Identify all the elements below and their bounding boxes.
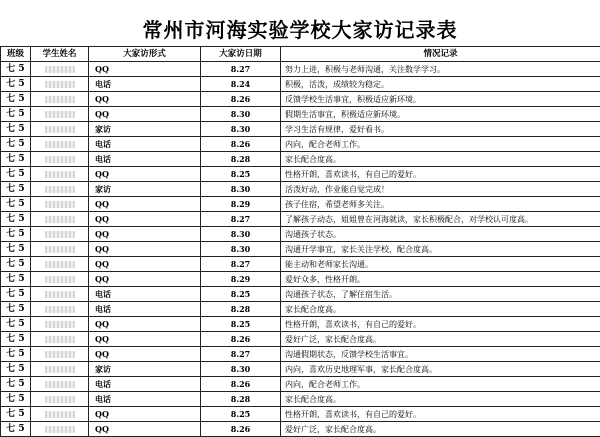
visit-date-cell: 8.24 (201, 77, 281, 92)
student-name-cell-redacted (31, 377, 89, 392)
visit-form-cell: 电话 (89, 77, 201, 92)
table-row (1, 92, 600, 107)
table-row (1, 317, 600, 332)
visit-form-cell: 电话 (89, 392, 201, 407)
table-row (1, 407, 600, 422)
class-cell: 七 5 (1, 422, 31, 437)
notes-cell: 努力上进，积极与老师沟通，关注数学学习。 (281, 62, 600, 77)
table-row (1, 422, 600, 437)
class-cell: 七 5 (1, 257, 31, 272)
notes-cell: 学习生活有规律，爱好看书。 (281, 122, 600, 137)
notes-cell: 爱好广泛，家长配合度高。 (281, 422, 600, 437)
redacted-name-mark (45, 411, 75, 418)
visit-date-cell: 8.30 (201, 182, 281, 197)
table-row (1, 362, 600, 377)
notes-cell: 性格开朗，喜欢读书，有自己的爱好。 (281, 167, 600, 182)
class-cell: 七 5 (1, 62, 31, 77)
notes-cell: 活泼好动，作业能自觉完成！ (281, 182, 600, 197)
notes-cell: 内向，喜欢历史地理军事，家长配合度高。 (281, 362, 600, 377)
class-cell: 七 5 (1, 77, 31, 92)
visit-form-cell: 电话 (89, 302, 201, 317)
header-class: 班级 (1, 47, 31, 62)
visit-date-cell: 8.26 (201, 137, 281, 152)
redacted-name-mark (45, 171, 75, 178)
visit-form-cell: QQ (89, 212, 201, 227)
table-row (1, 287, 600, 302)
class-cell: 七 5 (1, 197, 31, 212)
class-cell: 七 5 (1, 392, 31, 407)
table-row (1, 197, 600, 212)
table-row (1, 377, 600, 392)
class-cell: 七 5 (1, 332, 31, 347)
student-name-cell-redacted (31, 62, 89, 77)
visit-date-cell: 8.25 (201, 167, 281, 182)
class-cell: 七 5 (1, 182, 31, 197)
redacted-name-mark (45, 321, 75, 328)
notes-cell: 爱好众多，性格开朗。 (281, 272, 600, 287)
table-row (1, 272, 600, 287)
visit-date-cell: 8.25 (201, 317, 281, 332)
redacted-name-mark (45, 111, 75, 118)
table-row (1, 77, 600, 92)
student-name-cell-redacted (31, 107, 89, 122)
visit-form-cell: 家访 (89, 362, 201, 377)
visit-form-cell: 电话 (89, 152, 201, 167)
student-name-cell-redacted (31, 362, 89, 377)
student-name-cell-redacted (31, 227, 89, 242)
visit-date-cell: 8.30 (201, 227, 281, 242)
notes-cell: 内向，配合老师工作。 (281, 137, 600, 152)
visit-date-cell: 8.27 (201, 347, 281, 362)
redacted-name-mark (45, 216, 75, 223)
notes-cell: 爱好广泛，家长配合度高。 (281, 332, 600, 347)
visit-form-cell: 电话 (89, 287, 201, 302)
notes-cell: 性格开朗，喜欢读书，有自己的爱好。 (281, 317, 600, 332)
student-name-cell-redacted (31, 422, 89, 437)
visit-date-cell: 8.29 (201, 197, 281, 212)
student-name-cell-redacted (31, 122, 89, 137)
visit-date-cell: 8.26 (201, 92, 281, 107)
student-name-cell-redacted (31, 257, 89, 272)
visit-form-cell: QQ (89, 227, 201, 242)
class-cell: 七 5 (1, 242, 31, 257)
student-name-cell-redacted (31, 197, 89, 212)
visit-form-cell: QQ (89, 92, 201, 107)
table-row (1, 347, 600, 362)
student-name-cell-redacted (31, 242, 89, 257)
visit-date-cell: 8.29 (201, 272, 281, 287)
visit-date-cell: 8.26 (201, 377, 281, 392)
visit-form-cell: QQ (89, 272, 201, 287)
student-name-cell-redacted (31, 317, 89, 332)
record-table (0, 46, 600, 437)
header-visit-date: 大家访日期 (201, 47, 281, 62)
notes-cell: 内向，配合老师工作。 (281, 377, 600, 392)
visit-form-cell: QQ (89, 332, 201, 347)
table-row (1, 137, 600, 152)
redacted-name-mark (45, 276, 75, 283)
student-name-cell-redacted (31, 212, 89, 227)
notes-cell: 积极，活泼，成绩较为稳定。 (281, 77, 600, 92)
student-name-cell-redacted (31, 287, 89, 302)
class-cell: 七 5 (1, 347, 31, 362)
table-header-row (1, 47, 600, 62)
visit-form-cell: QQ (89, 317, 201, 332)
table-row (1, 182, 600, 197)
visit-form-cell: 家访 (89, 122, 201, 137)
table-row (1, 62, 600, 77)
student-name-cell-redacted (31, 137, 89, 152)
header-notes: 情况记录 (281, 47, 600, 62)
redacted-name-mark (45, 306, 75, 313)
class-cell: 七 5 (1, 317, 31, 332)
student-name-cell-redacted (31, 392, 89, 407)
redacted-name-mark (45, 261, 75, 268)
class-cell: 七 5 (1, 407, 31, 422)
visit-form-cell: QQ (89, 167, 201, 182)
visit-form-cell: QQ (89, 197, 201, 212)
visit-form-cell: QQ (89, 107, 201, 122)
notes-cell: 沟通孩子状态，了解住宿生活。 (281, 287, 600, 302)
redacted-name-mark (45, 246, 75, 253)
student-name-cell-redacted (31, 347, 89, 362)
visit-date-cell: 8.25 (201, 407, 281, 422)
visit-form-cell: 电话 (89, 137, 201, 152)
redacted-name-mark (45, 396, 75, 403)
redacted-name-mark (45, 426, 75, 433)
class-cell: 七 5 (1, 302, 31, 317)
table-row (1, 227, 600, 242)
table-row (1, 212, 600, 227)
notes-cell: 家长配合度高。 (281, 302, 600, 317)
notes-cell: 反馈学校生活事宜，积极适应新环境。 (281, 92, 600, 107)
notes-cell: 沟通孩子状态。 (281, 227, 600, 242)
visit-form-cell: QQ (89, 242, 201, 257)
redacted-name-mark (45, 381, 75, 388)
table-body (1, 62, 600, 437)
table-row (1, 167, 600, 182)
class-cell: 七 5 (1, 152, 31, 167)
visit-date-cell: 8.28 (201, 152, 281, 167)
visit-date-cell: 8.27 (201, 212, 281, 227)
visit-date-cell: 8.25 (201, 287, 281, 302)
student-name-cell-redacted (31, 92, 89, 107)
redacted-name-mark (45, 201, 75, 208)
class-cell: 七 5 (1, 107, 31, 122)
class-cell: 七 5 (1, 227, 31, 242)
header-student-name: 学生姓名 (31, 47, 89, 62)
visit-form-cell: QQ (89, 257, 201, 272)
student-name-cell-redacted (31, 302, 89, 317)
visit-form-cell: QQ (89, 422, 201, 437)
table-row (1, 302, 600, 317)
visit-date-cell: 8.30 (201, 122, 281, 137)
class-cell: 七 5 (1, 212, 31, 227)
redacted-name-mark (45, 126, 75, 133)
student-name-cell-redacted (31, 182, 89, 197)
student-name-cell-redacted (31, 272, 89, 287)
redacted-name-mark (45, 141, 75, 148)
table-row (1, 257, 600, 272)
redacted-name-mark (45, 336, 75, 343)
notes-cell: 孩子住宿，希望老师多关注。 (281, 197, 600, 212)
class-cell: 七 5 (1, 362, 31, 377)
header-visit-form: 大家访形式 (89, 47, 201, 62)
redacted-name-mark (45, 186, 75, 193)
visit-date-cell: 8.28 (201, 302, 281, 317)
student-name-cell-redacted (31, 167, 89, 182)
student-name-cell-redacted (31, 152, 89, 167)
class-cell: 七 5 (1, 137, 31, 152)
notes-cell: 沟通假期状态，反馈学校生活事宜。 (281, 347, 600, 362)
table-row (1, 152, 600, 167)
redacted-name-mark (45, 66, 75, 73)
notes-cell: 能主动和老师家长沟通。 (281, 257, 600, 272)
table-row (1, 107, 600, 122)
notes-cell: 沟通开学事宜，家长关注学校，配合度高。 (281, 242, 600, 257)
class-cell: 七 5 (1, 272, 31, 287)
redacted-name-mark (45, 81, 75, 88)
table-row (1, 392, 600, 407)
visit-form-cell: QQ (89, 62, 201, 77)
table-row (1, 242, 600, 257)
visit-date-cell: 8.27 (201, 257, 281, 272)
notes-cell: 了解孩子动态，姐姐曾在河海就读，家长积极配合，对学校认可度高。 (281, 212, 600, 227)
notes-cell: 家长配合度高。 (281, 152, 600, 167)
redacted-name-mark (45, 96, 75, 103)
visit-date-cell: 8.30 (201, 242, 281, 257)
class-cell: 七 5 (1, 377, 31, 392)
visit-date-cell: 8.26 (201, 332, 281, 347)
notes-cell: 性格开朗，喜欢读书，有自己的爱好。 (281, 407, 600, 422)
redacted-name-mark (45, 156, 75, 163)
student-name-cell-redacted (31, 77, 89, 92)
visit-form-cell: QQ (89, 407, 201, 422)
visit-date-cell: 8.27 (201, 62, 281, 77)
redacted-name-mark (45, 291, 75, 298)
page-title: 常州市河海实验学校大家访记录表 (0, 14, 600, 43)
notes-cell: 假期生活事宜，积极适应新环境。 (281, 107, 600, 122)
class-cell: 七 5 (1, 92, 31, 107)
visit-form-cell: 家访 (89, 182, 201, 197)
notes-cell: 家长配合度高。 (281, 392, 600, 407)
visit-form-cell: 电话 (89, 377, 201, 392)
visit-date-cell: 8.30 (201, 107, 281, 122)
visit-date-cell: 8.30 (201, 362, 281, 377)
redacted-name-mark (45, 351, 75, 358)
class-cell: 七 5 (1, 287, 31, 302)
visit-date-cell: 8.26 (201, 422, 281, 437)
student-name-cell-redacted (31, 407, 89, 422)
visit-form-cell: QQ (89, 347, 201, 362)
class-cell: 七 5 (1, 167, 31, 182)
visit-date-cell: 8.28 (201, 392, 281, 407)
table-row (1, 332, 600, 347)
class-cell: 七 5 (1, 122, 31, 137)
table-row (1, 122, 600, 137)
student-name-cell-redacted (31, 332, 89, 347)
redacted-name-mark (45, 366, 75, 373)
redacted-name-mark (45, 231, 75, 238)
